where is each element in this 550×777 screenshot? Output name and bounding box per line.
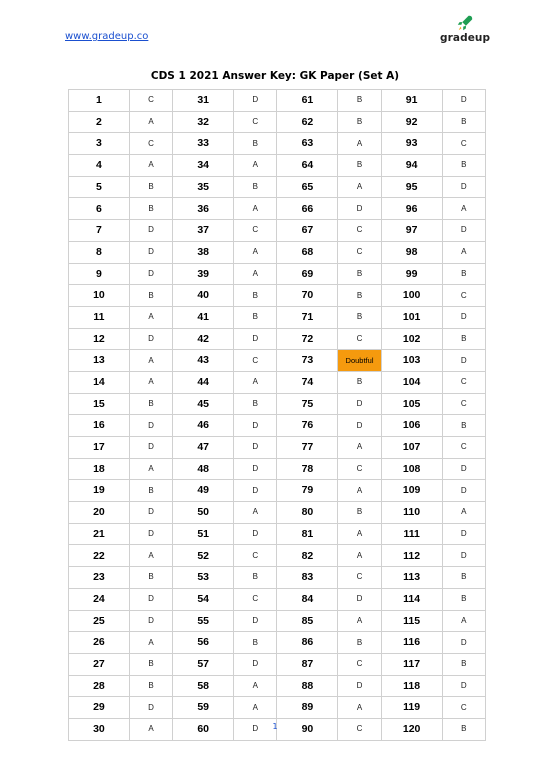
table-row [69, 653, 486, 675]
answer-option: A [442, 241, 485, 263]
answer-option: B [338, 371, 381, 393]
question-number: 63 [277, 133, 338, 155]
question-number: 92 [381, 111, 442, 133]
question-number: 111 [381, 523, 442, 545]
question-number: 58 [173, 675, 234, 697]
answer-option: D [442, 480, 485, 502]
answer-option: A [442, 610, 485, 632]
question-number: 84 [277, 588, 338, 610]
table-row [69, 155, 486, 177]
question-number: 94 [381, 155, 442, 177]
question-number: 38 [173, 241, 234, 263]
table-row [69, 502, 486, 524]
question-number: 93 [381, 133, 442, 155]
question-number: 27 [69, 653, 130, 675]
answer-option: D [442, 220, 485, 242]
answer-option: C [234, 350, 277, 372]
answer-option: B [442, 718, 485, 740]
question-number: 90 [277, 718, 338, 740]
question-number: 1 [69, 90, 130, 112]
answer-option: D [338, 588, 381, 610]
question-number: 62 [277, 111, 338, 133]
answer-option: A [234, 155, 277, 177]
answer-option: A [129, 718, 172, 740]
answer-option: A [338, 437, 381, 459]
answer-option: C [338, 241, 381, 263]
question-number: 55 [173, 610, 234, 632]
answer-option: A [234, 371, 277, 393]
question-number: 61 [277, 90, 338, 112]
answer-option: B [129, 176, 172, 198]
answer-option: B [338, 155, 381, 177]
answer-option: D [234, 610, 277, 632]
table-row [69, 350, 486, 372]
table-row [69, 523, 486, 545]
table-row [69, 437, 486, 459]
table-row [69, 263, 486, 285]
answer-option: D [442, 458, 485, 480]
answer-option: B [129, 567, 172, 589]
question-number: 109 [381, 480, 442, 502]
question-number: 68 [277, 241, 338, 263]
question-number: 46 [173, 415, 234, 437]
question-number: 2 [69, 111, 130, 133]
answer-key-body [69, 90, 486, 741]
answer-option: A [129, 371, 172, 393]
answer-option: C [338, 220, 381, 242]
question-number: 87 [277, 653, 338, 675]
answer-option: D [129, 502, 172, 524]
table-row [69, 306, 486, 328]
answer-option: A [234, 502, 277, 524]
answer-option: D [442, 632, 485, 654]
answer-option: D [234, 523, 277, 545]
question-number: 8 [69, 241, 130, 263]
table-row [69, 480, 486, 502]
question-number: 57 [173, 653, 234, 675]
table-row [69, 198, 486, 220]
table-row [69, 697, 486, 719]
table-row [69, 133, 486, 155]
question-number: 35 [173, 176, 234, 198]
table-row [69, 371, 486, 393]
answer-option: B [129, 198, 172, 220]
answer-option: D [234, 480, 277, 502]
question-number: 117 [381, 653, 442, 675]
answer-option: B [442, 263, 485, 285]
answer-option: D [129, 328, 172, 350]
answer-option: B [442, 567, 485, 589]
question-number: 118 [381, 675, 442, 697]
answer-option: B [338, 263, 381, 285]
answer-option: A [338, 480, 381, 502]
question-number: 107 [381, 437, 442, 459]
question-number: 43 [173, 350, 234, 372]
question-number: 7 [69, 220, 130, 242]
answer-option: D [338, 393, 381, 415]
question-number: 110 [381, 502, 442, 524]
answer-option: A [129, 545, 172, 567]
question-number: 78 [277, 458, 338, 480]
answer-option: D [129, 523, 172, 545]
question-number: 15 [69, 393, 130, 415]
answer-option: B [442, 415, 485, 437]
question-number: 10 [69, 285, 130, 307]
question-number: 88 [277, 675, 338, 697]
question-number: 30 [69, 718, 130, 740]
question-number: 102 [381, 328, 442, 350]
question-number: 100 [381, 285, 442, 307]
answer-option: C [338, 653, 381, 675]
answer-option: B [129, 393, 172, 415]
question-number: 18 [69, 458, 130, 480]
question-number: 70 [277, 285, 338, 307]
question-number: 26 [69, 632, 130, 654]
answer-option: D [442, 176, 485, 198]
table-row [69, 241, 486, 263]
website-link[interactable]: www.gradeup.co [65, 31, 149, 42]
answer-option: D [442, 350, 485, 372]
question-number: 79 [277, 480, 338, 502]
question-number: 6 [69, 198, 130, 220]
question-number: 44 [173, 371, 234, 393]
question-number: 77 [277, 437, 338, 459]
question-number: 116 [381, 632, 442, 654]
rocket-icon [456, 14, 474, 32]
question-number: 41 [173, 306, 234, 328]
question-number: 96 [381, 198, 442, 220]
answer-option: D [338, 198, 381, 220]
answer-option: C [442, 371, 485, 393]
question-number: 114 [381, 588, 442, 610]
answer-option: B [442, 588, 485, 610]
question-number: 21 [69, 523, 130, 545]
question-number: 115 [381, 610, 442, 632]
answer-option: C [234, 545, 277, 567]
answer-option: A [338, 133, 381, 155]
answer-option: D [338, 415, 381, 437]
question-number: 22 [69, 545, 130, 567]
question-number: 51 [173, 523, 234, 545]
answer-option: A [338, 176, 381, 198]
answer-option: D [129, 241, 172, 263]
answer-option: D [442, 90, 485, 112]
answer-option: A [129, 306, 172, 328]
question-number: 19 [69, 480, 130, 502]
question-number: 32 [173, 111, 234, 133]
question-number: 49 [173, 480, 234, 502]
question-number: 11 [69, 306, 130, 328]
question-number: 98 [381, 241, 442, 263]
answer-option: B [234, 285, 277, 307]
answer-option: D [234, 90, 277, 112]
question-number: 17 [69, 437, 130, 459]
question-number: 80 [277, 502, 338, 524]
answer-option: B [442, 653, 485, 675]
answer-option: A [338, 610, 381, 632]
question-number: 25 [69, 610, 130, 632]
answer-option: B [338, 632, 381, 654]
answer-option: A [129, 155, 172, 177]
table-row [69, 545, 486, 567]
question-number: 16 [69, 415, 130, 437]
question-number: 4 [69, 155, 130, 177]
question-number: 120 [381, 718, 442, 740]
question-number: 71 [277, 306, 338, 328]
question-number: 104 [381, 371, 442, 393]
table-row [69, 285, 486, 307]
answer-option: A [338, 523, 381, 545]
question-number: 5 [69, 176, 130, 198]
answer-option: B [234, 567, 277, 589]
answer-option: D [129, 263, 172, 285]
answer-option: C [338, 328, 381, 350]
question-number: 106 [381, 415, 442, 437]
answer-option: B [129, 480, 172, 502]
question-number: 9 [69, 263, 130, 285]
question-number: 101 [381, 306, 442, 328]
question-number: 64 [277, 155, 338, 177]
question-number: 103 [381, 350, 442, 372]
answer-option: C [234, 588, 277, 610]
answer-option: D [129, 415, 172, 437]
answer-option: B [338, 306, 381, 328]
answer-option: A [338, 545, 381, 567]
answer-option: D [234, 437, 277, 459]
question-number: 54 [173, 588, 234, 610]
question-number: 23 [69, 567, 130, 589]
answer-option: A [234, 198, 277, 220]
question-number: 36 [173, 198, 234, 220]
answer-option: D [442, 675, 485, 697]
question-number: 33 [173, 133, 234, 155]
question-number: 83 [277, 567, 338, 589]
answer-option: B [234, 393, 277, 415]
answer-option: C [338, 718, 381, 740]
answer-option: C [442, 285, 485, 307]
question-number: 14 [69, 371, 130, 393]
answer-option: B [129, 285, 172, 307]
answer-option: A [338, 697, 381, 719]
answer-option: A [234, 263, 277, 285]
answer-option: B [234, 176, 277, 198]
answer-option: C [338, 458, 381, 480]
table-row [69, 111, 486, 133]
answer-option: A [234, 675, 277, 697]
question-number: 59 [173, 697, 234, 719]
question-number: 48 [173, 458, 234, 480]
question-number: 97 [381, 220, 442, 242]
question-number: 81 [277, 523, 338, 545]
question-number: 69 [277, 263, 338, 285]
question-number: 108 [381, 458, 442, 480]
answer-option: D [338, 675, 381, 697]
question-number: 82 [277, 545, 338, 567]
answer-option: B [442, 328, 485, 350]
table-row [69, 632, 486, 654]
answer-option: C [442, 697, 485, 719]
table-row [69, 90, 486, 112]
question-number: 45 [173, 393, 234, 415]
answer-option: D [234, 328, 277, 350]
answer-option: B [338, 285, 381, 307]
answer-key-table [68, 89, 486, 741]
question-number: 50 [173, 502, 234, 524]
table-row [69, 610, 486, 632]
question-number: 95 [381, 176, 442, 198]
question-number: 119 [381, 697, 442, 719]
question-number: 29 [69, 697, 130, 719]
question-number: 99 [381, 263, 442, 285]
answer-option: B [442, 155, 485, 177]
answer-option: B [338, 90, 381, 112]
answer-option: C [234, 111, 277, 133]
answer-option: B [442, 111, 485, 133]
question-number: 85 [277, 610, 338, 632]
question-number: 73 [277, 350, 338, 372]
document-title: CDS 1 2021 Answer Key: GK Paper (Set A) [150, 70, 400, 82]
question-number: 112 [381, 545, 442, 567]
answer-option: D [234, 653, 277, 675]
answer-option: B [338, 502, 381, 524]
question-number: 56 [173, 632, 234, 654]
question-number: 24 [69, 588, 130, 610]
question-number: 39 [173, 263, 234, 285]
answer-option: B [129, 675, 172, 697]
question-number: 75 [277, 393, 338, 415]
answer-option: C [442, 437, 485, 459]
answer-option: B [129, 653, 172, 675]
table-row [69, 458, 486, 480]
question-number: 74 [277, 371, 338, 393]
answer-doubtful: Doubtful [338, 350, 381, 372]
answer-option: D [442, 306, 485, 328]
answer-option: D [129, 588, 172, 610]
question-number: 3 [69, 133, 130, 155]
table-row [69, 176, 486, 198]
logo-text: gradeup [440, 32, 491, 44]
answer-option: A [442, 198, 485, 220]
answer-option: B [234, 133, 277, 155]
table-row [69, 675, 486, 697]
answer-option: C [442, 393, 485, 415]
answer-option: A [129, 111, 172, 133]
answer-option: C [442, 133, 485, 155]
question-number: 53 [173, 567, 234, 589]
table-row [69, 588, 486, 610]
answer-option: C [338, 567, 381, 589]
question-number: 76 [277, 415, 338, 437]
answer-option: A [234, 697, 277, 719]
question-number: 65 [277, 176, 338, 198]
question-number: 52 [173, 545, 234, 567]
question-number: 67 [277, 220, 338, 242]
table-row [69, 415, 486, 437]
answer-option: D [129, 437, 172, 459]
question-number: 91 [381, 90, 442, 112]
question-number: 66 [277, 198, 338, 220]
question-number: 60 [173, 718, 234, 740]
answer-option: D [442, 545, 485, 567]
question-number: 89 [277, 697, 338, 719]
answer-option: A [442, 502, 485, 524]
answer-option: D [234, 718, 277, 740]
question-number: 13 [69, 350, 130, 372]
question-number: 40 [173, 285, 234, 307]
answer-option: C [129, 90, 172, 112]
question-number: 31 [173, 90, 234, 112]
question-number: 86 [277, 632, 338, 654]
answer-option: D [442, 523, 485, 545]
answer-option: D [129, 220, 172, 242]
table-row [69, 567, 486, 589]
gradeup-logo [440, 14, 502, 48]
question-number: 34 [173, 155, 234, 177]
question-number: 28 [69, 675, 130, 697]
answer-option: D [234, 415, 277, 437]
question-number: 42 [173, 328, 234, 350]
answer-option: A [129, 632, 172, 654]
answer-option: B [234, 632, 277, 654]
question-number: 20 [69, 502, 130, 524]
page-number: 1 [272, 722, 278, 731]
answer-option: A [129, 350, 172, 372]
table-row [69, 393, 486, 415]
answer-option: D [129, 697, 172, 719]
answer-option: A [129, 458, 172, 480]
answer-option: C [234, 220, 277, 242]
answer-option: D [234, 458, 277, 480]
table-row [69, 220, 486, 242]
question-number: 105 [381, 393, 442, 415]
question-number: 113 [381, 567, 442, 589]
question-number: 47 [173, 437, 234, 459]
answer-option: B [234, 306, 277, 328]
answer-option: C [129, 133, 172, 155]
question-number: 12 [69, 328, 130, 350]
table-row [69, 328, 486, 350]
answer-option: A [234, 241, 277, 263]
answer-option: D [129, 610, 172, 632]
question-number: 37 [173, 220, 234, 242]
question-number: 72 [277, 328, 338, 350]
answer-option: B [338, 111, 381, 133]
